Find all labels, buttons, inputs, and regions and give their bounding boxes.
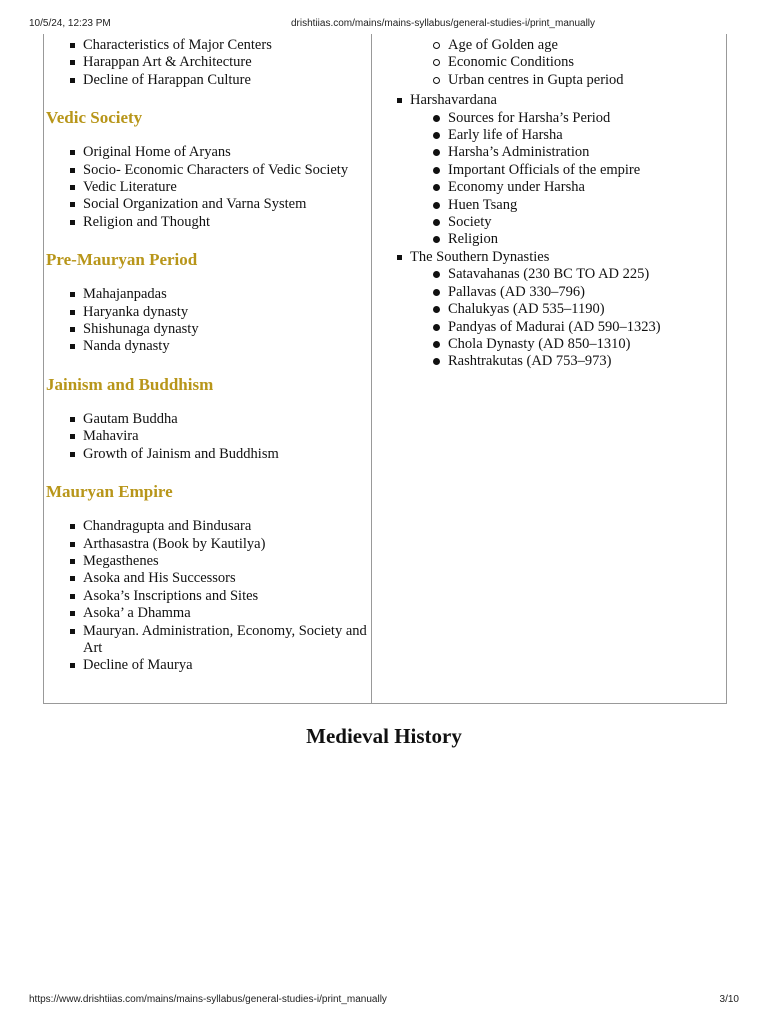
sublist-item: Economy under Harsha <box>448 179 726 196</box>
right-top-sublist <box>372 37 726 89</box>
section-list <box>44 518 371 675</box>
list-item: Religion and Thought <box>83 214 371 231</box>
group-title: Harshavardana <box>410 92 497 109</box>
sublist-item: Huen Tsang <box>448 197 726 214</box>
section-heading: Vedic Society <box>46 108 143 128</box>
page-number: 3/10 <box>719 994 739 1005</box>
print-timestamp: 10/5/24, 12:23 PM <box>29 18 111 29</box>
section-mauryan-empire <box>44 482 371 675</box>
section-heading: Pre-Mauryan Period <box>46 250 198 270</box>
section-heading: Mauryan Empire <box>46 482 173 502</box>
section-list <box>44 286 371 356</box>
sublist-item: Urban centres in Gupta period <box>448 72 726 89</box>
list-item: Asoka’s Inscriptions and Sites <box>83 588 371 605</box>
list-item: Mahajanpadas <box>83 286 371 303</box>
right-group-list <box>372 92 726 371</box>
sublist-item: Sources for Harsha’s Period <box>448 110 726 127</box>
sublist-item: Satavahanas (230 BC TO AD 225) <box>448 266 726 283</box>
list-item: Harappan Art & Architecture <box>83 54 371 71</box>
list-item: Vedic Literature <box>83 179 371 196</box>
group-title: The Southern Dynasties <box>410 248 550 265</box>
medieval-history-heading: Medieval History <box>306 724 462 748</box>
sublist-item: Age of Golden age <box>448 37 726 54</box>
sublist-item: Important Officials of the empire <box>448 162 726 179</box>
sublist-item: Chalukyas (AD 535–1190) <box>448 301 726 318</box>
print-footer-url: https://www.drishtiias.com/mains/mains-syllabus/general-studies-i/print_manually <box>29 994 387 1005</box>
section-list <box>44 144 371 231</box>
list-item: Asoka’ a Dhamma <box>83 605 371 622</box>
section-vedic-society <box>44 108 371 231</box>
right-column <box>372 34 726 371</box>
list-item: Mauryan. Administration, Economy, Society and Art <box>83 623 371 658</box>
section-pre-mauryan-period <box>44 250 371 356</box>
list-item: Asoka and His Successors <box>83 570 371 587</box>
sublist-item: Rashtrakutas (AD 753–973) <box>448 353 726 370</box>
syllabus-table <box>43 34 727 704</box>
sublist-item: Harsha’s Administration <box>448 144 726 161</box>
group-item-southern-dynasties <box>410 249 726 371</box>
print-header-url: drishtiias.com/mains/mains-syllabus/general-studies-i/print_manually <box>291 18 596 29</box>
sublist-item: Chola Dynasty (AD 850–1310) <box>448 336 726 353</box>
list-item: Characteristics of Major Centers <box>83 37 371 54</box>
section-jainism-buddhism <box>44 375 371 463</box>
list-item: Chandragupta and Bindusara <box>83 518 371 535</box>
list-item: Decline of Harappan Culture <box>83 72 371 89</box>
sublist-item: Early life of Harsha <box>448 127 726 144</box>
list-item: Shishunaga dynasty <box>83 321 371 338</box>
group-sublist <box>410 110 726 249</box>
list-item: Original Home of Aryans <box>83 144 371 161</box>
list-item: Haryanka dynasty <box>83 304 371 321</box>
list-item: Decline of Maurya <box>83 657 371 674</box>
section-heading: Jainism and Buddhism <box>46 374 214 394</box>
list-item: Socio- Economic Characters of Vedic Society <box>83 162 371 179</box>
list-item: Arthasastra (Book by Kautilya) <box>83 536 371 553</box>
sublist-item: Economic Conditions <box>448 54 726 71</box>
sublist-item: Religion <box>448 231 726 248</box>
list-item: Social Organization and Varna System <box>83 196 371 213</box>
list-item: Nanda dynasty <box>83 338 371 355</box>
sublist-item: Pandyas of Madurai (AD 590–1323) <box>448 319 726 336</box>
left-column <box>44 34 371 675</box>
group-item-harshavardana <box>410 92 726 249</box>
sublist-item: Society <box>448 214 726 231</box>
group-sublist <box>410 266 726 370</box>
section-list <box>44 411 371 463</box>
left-top-list <box>44 37 371 89</box>
list-item: Mahavira <box>83 428 371 445</box>
list-item: Gautam Buddha <box>83 411 371 428</box>
list-item: Megasthenes <box>83 553 371 570</box>
sublist-item: Pallavas (AD 330–796) <box>448 284 726 301</box>
list-item: Growth of Jainism and Buddhism <box>83 446 371 463</box>
